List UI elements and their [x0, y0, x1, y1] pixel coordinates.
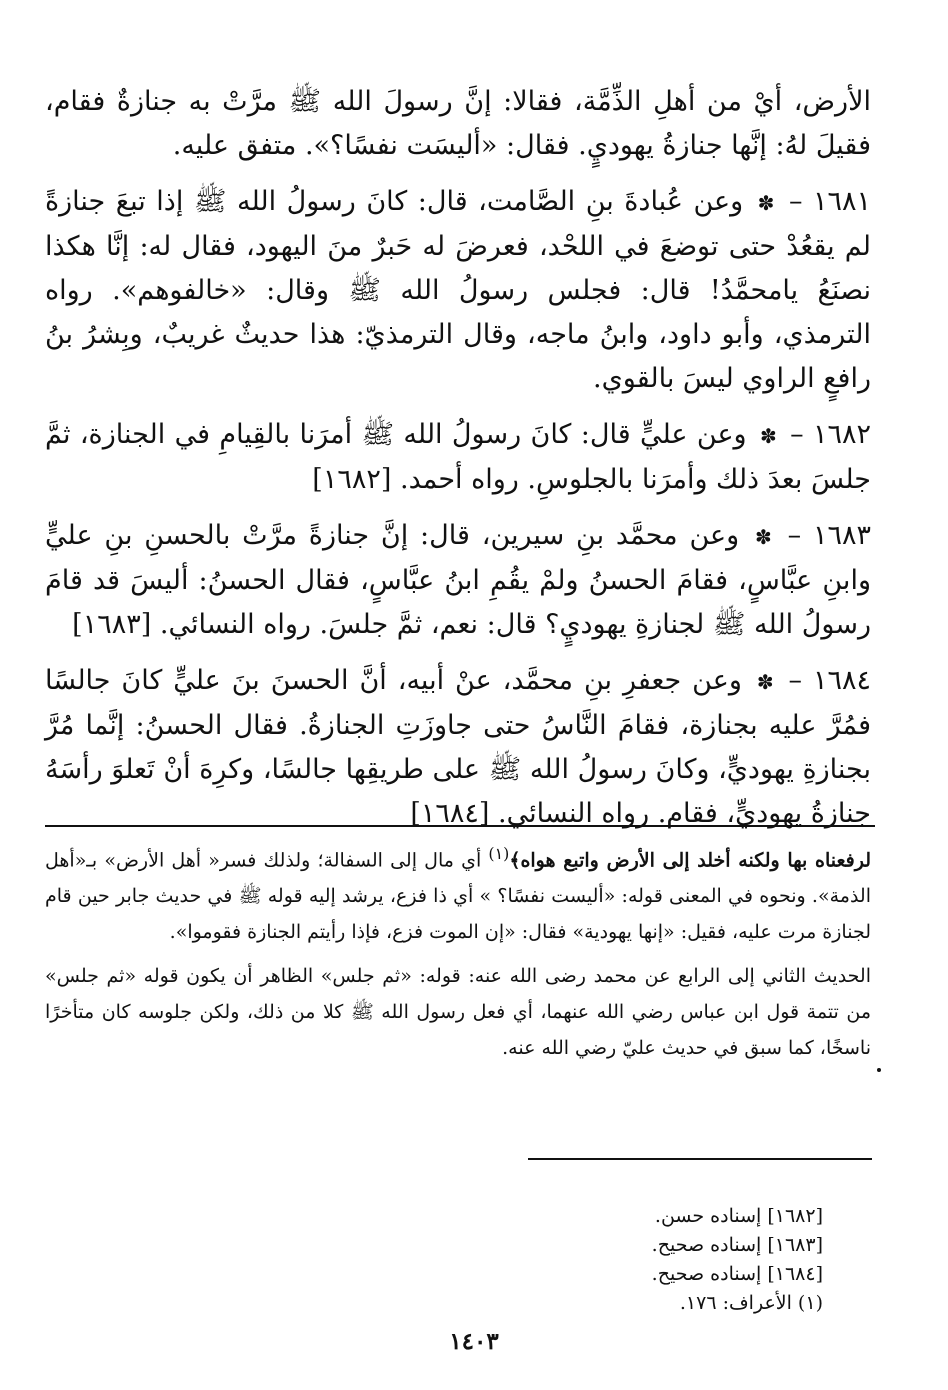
commentary-paragraph: [45, 958, 871, 1066]
commentary-paragraph: [45, 836, 871, 950]
commentary-text: أي مال إلى السفالة؛ ولذلك فسر« أهل الأرض» بـ«أهل الذمة». ونحوه في المعنى قوله: «أليست نفسًا؟ » أي ذا فزع، يرشد إليه قوله ﷺ في حديث جابر حين قام لجنازة مرت عليه، فقيل: «إنها يهودية» فقال: «إن الموت فزع، فإذا رأيتم الجنازة فقوموا».: [45, 849, 871, 944]
hadith-number: ١٦٨٤ –: [788, 665, 871, 696]
footnote-item: (١) الأعراف: ١٧٦.: [679, 1292, 823, 1314]
hadith-1681: [45, 180, 871, 401]
quran-quote: لرفعناه بها ولكنه أخلد إلى الأرض واتبع هواه﴾: [509, 849, 871, 872]
asterisk-bullet-icon: ✽: [757, 191, 775, 215]
asterisk-bullet-icon: ✽: [759, 424, 777, 448]
page-number: ١٤٠٣: [449, 1328, 499, 1355]
hadith-number: ١٦٨٣ –: [787, 520, 871, 551]
hadith-continuation-paragraph: [45, 80, 871, 168]
hadith-1684: [45, 659, 871, 836]
hadith-text: وعن عُبادةَ بنِ الصَّامت، قال: كانَ رسولُ الله ﷺ إذا تبعَ جنازةً لم يقعُدْ حتى توضعَ في اللحْد، فعرضَ له حَبرٌ منَ اليهود، فقال له: إنَّا هكذا نصنَعُ يامحمَّدُ! قال: فجلس رسولُ الله ﷺ وقال: «خالفوهم». رواه الترمذي، وأبو داود، وابنُ ماجه، وقال الترمذيّ: هذا حديثٌ غريبٌ، وبِشرُ بنُ رافعٍ الراوي ليسَ بالقوي.: [45, 186, 871, 394]
asterisk-bullet-icon: ✽: [755, 525, 772, 549]
hadith-text-block: [45, 80, 871, 848]
hadith-text: وعن جعفرِ بنِ محمَّد، عنْ أبيه، أنَّ الحسنَ بنَ عليٍّ كانَ جالسًا فمُرَّ عليه بجنازة، فقامَ النَّاسُ حتى جاوزَتِ الجنازةُ. فقال الحسنُ: إنَّما مُرَّ بجنازةِ يهوديٍّ، وكانَ رسولُ الله ﷺ على طريقِها جالسًا، وكرِهَ أنْ تَعلوَ رأسَهُ جنازةُ يهوديٍّ، فقام. رواه النسائي.: [45, 665, 871, 829]
footnote-divider: [528, 1158, 872, 1160]
footnote-item: [١٦٨٤] إسناده صحيح.: [651, 1263, 823, 1285]
hadith-1682: [45, 413, 871, 502]
hadith-reference: [١٦٨٣]: [72, 609, 152, 640]
footnote-item: [١٦٨٢] إسناده حسن.: [654, 1205, 823, 1227]
footnotes: [652, 1202, 823, 1318]
commentary-divider: [45, 825, 875, 827]
hadith-number: ١٦٨٢ –: [790, 419, 871, 450]
commentary-text: الحديث الثاني إلى الرابع عن محمد رضى الله عنه: قوله: «ثم جلس» الظاهر أن يكون قوله «ثم جلس» من تتمة قول ابن عباس رضي الله عنهما، أي فعل رسول الله ﷺ كلا من ذلك، ولكن جلوسه كان متأخرًا ناسخًا، كما سبق في حديث عليّ رضي الله عنه.: [45, 965, 871, 1060]
hadith-reference: [١٦٨٤]: [410, 798, 490, 829]
asterisk-bullet-icon: ✽: [756, 670, 774, 694]
footnote-item: [١٦٨٣] إسناده صحيح.: [651, 1234, 823, 1256]
hadith-1683: [45, 514, 871, 647]
commentary-block: [45, 836, 871, 1074]
hadith-reference: [١٦٨٢]: [312, 464, 392, 495]
hadith-text: وعن محمَّد بنِ سيرين، قال: إنَّ جنازةً مرَّتْ بالحسنِ بنِ عليٍّ وابنِ عبَّاسٍ، فقامَ الحسنُ ولمْ يقُمِ ابنُ عبَّاسٍ، فقال الحسنُ: أليسَ قد قامَ رسولُ الله ﷺ لجنازةِ يهوديٍ؟ قال: نعم، ثمَّ جلسَ. رواه النسائي.: [45, 520, 871, 640]
hadith-continuation-text: الأرض، أيْ من أهلِ الذِّمَّة، فقالا: إنَّ رسولَ الله ﷺ مرَّتْ به جنازةٌ فقام، فقيلَ لهُ: إنَّها جنازةُ يهوديٍ. فقال: «أليسَت نفسًا؟». متفق عليه.: [45, 86, 871, 161]
hadith-number: ١٦٨١ –: [788, 186, 871, 217]
margin-dot: [877, 1068, 881, 1072]
hadith-text: وعن عليٍّ قال: كانَ رسولُ الله ﷺ أمرَنا بالقِيامِ في الجنازة، ثمَّ جلسَ بعدَ ذلك وأمرَنا بالجلوسِ. رواه أحمد.: [45, 419, 871, 495]
footnote-marker: (١): [488, 844, 510, 863]
